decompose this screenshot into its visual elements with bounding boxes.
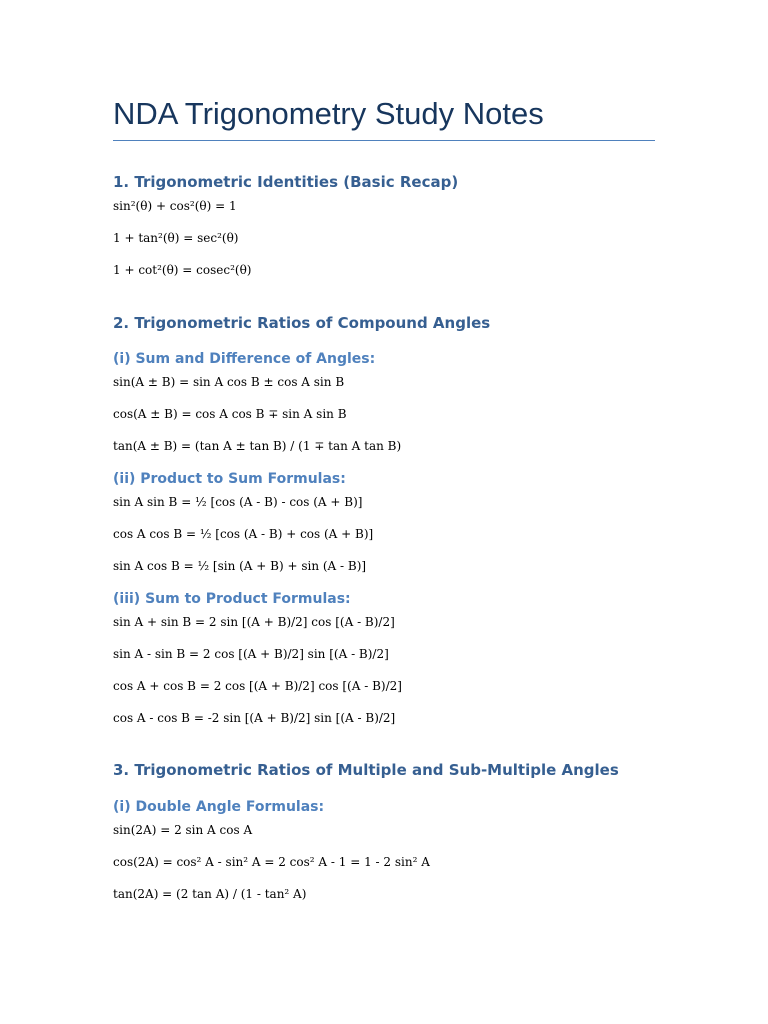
formula-line: sin(2A) = 2 sin A cos A (113, 823, 253, 837)
formula-line: sin A sin B = ½ [cos (A - B) - cos (A + B)] (113, 495, 363, 509)
formula-line: tan(A ± B) = (tan A ± tan B) / (1 ∓ tan A tan B) (113, 439, 402, 453)
subsection-heading-double-angle: (i) Double Angle Formulas: (113, 799, 325, 815)
formula-line: 1 + cot²(θ) = cosec²(θ) (113, 263, 252, 277)
formula-line: cos(2A) = cos² A - sin² A = 2 cos² A - 1 = 1 - 2 sin² A (113, 855, 430, 869)
section-heading-compound-angles: 2. Trigonometric Ratios of Compound Angles (113, 314, 491, 332)
subsection-heading-sum-difference: (i) Sum and Difference of Angles: (113, 351, 376, 367)
formula-line: 1 + tan²(θ) = sec²(θ) (113, 231, 239, 245)
section-heading-multiple-angles: 3. Trigonometric Ratios of Multiple and Sub-Multiple Angles (113, 761, 619, 779)
formula-line: sin A - sin B = 2 cos [(A + B)/2] sin [(A - B)/2] (113, 647, 389, 661)
document-title: NDA Trigonometry Study Notes (113, 96, 544, 131)
formula-line: sin A + sin B = 2 sin [(A + B)/2] cos [(A - B)/2] (113, 615, 395, 629)
formula-line: cos A cos B = ½ [cos (A - B) + cos (A + B)] (113, 527, 374, 541)
title-underline (113, 140, 655, 141)
formula-line: sin²(θ) + cos²(θ) = 1 (113, 199, 237, 213)
section-heading-identities: 1. Trigonometric Identities (Basic Recap) (113, 173, 459, 191)
formula-line: sin(A ± B) = sin A cos B ± cos A sin B (113, 375, 345, 389)
formula-line: tan(2A) = (2 tan A) / (1 - tan² A) (113, 887, 307, 901)
formula-line: cos A - cos B = -2 sin [(A + B)/2] sin [(A - B)/2] (113, 711, 396, 725)
formula-line: cos(A ± B) = cos A cos B ∓ sin A sin B (113, 407, 347, 421)
subsection-heading-sum-to-product: (iii) Sum to Product Formulas: (113, 591, 351, 607)
subsection-heading-product-to-sum: (ii) Product to Sum Formulas: (113, 471, 346, 487)
formula-line: sin A cos B = ½ [sin (A + B) + sin (A - B)] (113, 559, 367, 573)
formula-line: cos A + cos B = 2 cos [(A + B)/2] cos [(A - B)/2] (113, 679, 402, 693)
